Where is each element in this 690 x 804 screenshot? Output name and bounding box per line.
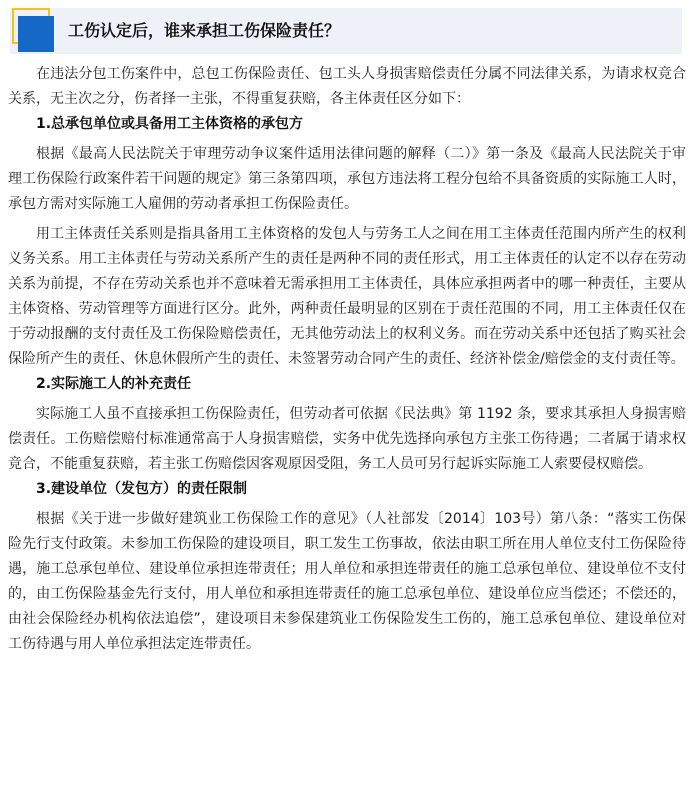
page-title: 工伤认定后，谁来承担工伤保险责任？: [68, 21, 341, 40]
section-heading-2: 2.实际施工人的补充责任: [36, 376, 192, 392]
section-3-paragraph-1: 根据《关于进一步做好建筑业工伤保险工作的意见》（人社部发〔2014〕103号）第八条：“落实工伤保险先行支付政策。未参加工伤保险的建设项目，职工发生工伤事故，依法由职工所在用人单位支付工伤保险待遇，施工总承包单位、建设单位承担连带责任；用人单位和承担连带责任的施工总承包单位、建设单位不支付的，由工伤保险基金先行支付，用人单位和承担连带责任的施工总承包单位、建设单位应当偿还；不偿还的，由社会保险经办机构依法追偿”，建设项目未参保建筑业工伤保险发生工伤的，施工总承包单位、建设单位对工伤待遇与用人单位承担法定连带责任。: [8, 511, 686, 652]
intro-paragraph: 在违法分包工伤案件中，总包工伤保险责任、包工头人身损害赔偿责任分属不同法律关系，为请求权竞合关系，无主次之分，伤者择一主张，不得重复获赔，各主体责任区分如下：: [8, 66, 686, 107]
section-heading-3: 3.建设单位（发包方）的责任限制: [36, 481, 248, 497]
section-header: [10, 8, 682, 54]
section-1-paragraph-1: 根据《最高人民法院关于审理劳动争议案件适用法律问题的解释（二）》第一条及《最高人民法院关于审理工伤保险行政案件若干问题的规定》第三条第四项，承包方违法将工程分包给不具备资质的实际施工人时，承包方需对实际施工人雇佣的劳动者承担工伤保险责任。: [8, 146, 686, 212]
header-decoration-square: [18, 16, 54, 52]
section-heading-1: 1.总承包单位或具备用工主体资格的承包方: [36, 116, 304, 132]
section-1-paragraph-2: 用工主体责任关系则是指具备用工主体资格的发包人与劳务工人之间在用工主体责任范围内所产生的权利义务关系。用工主体责任与劳动关系所产生的责任是两种不同的责任形式，用工主体责任的认定不以存在劳动关系为前提，不存在劳动关系也并不意味着无需承担用工主体责任，具体应承担两者中的哪一种责任，主要从主体资格、劳动管理等方面进行区分。此外，两种责任最明显的区别在于责任范围的不同，用工主体责任仅在于劳动报酬的支付责任及工伤保险赔偿责任，无其他劳动法上的权利义务。而在劳动关系中还包括了购买社会保险所产生的责任、休息休假所产生的责任、未签署劳动合同产生的责任、经济补偿金/赔偿金的支付责任等。: [8, 226, 686, 367]
section-2-paragraph-1: 实际施工人虽不直接承担工伤保险责任，但劳动者可依据《民法典》第 1192 条，要求其承担人身损害赔偿责任。工伤赔偿赔付标准通常高于人身损害赔偿，实务中优先选择向承包方主张工伤待遇；二者属于请求权竞合，不能重复获赔，若主张工伤赔偿因客观原因受阻，务工人员可另行起诉实际施工人索要侵权赔偿。: [8, 406, 686, 472]
article-body: [8, 62, 686, 657]
